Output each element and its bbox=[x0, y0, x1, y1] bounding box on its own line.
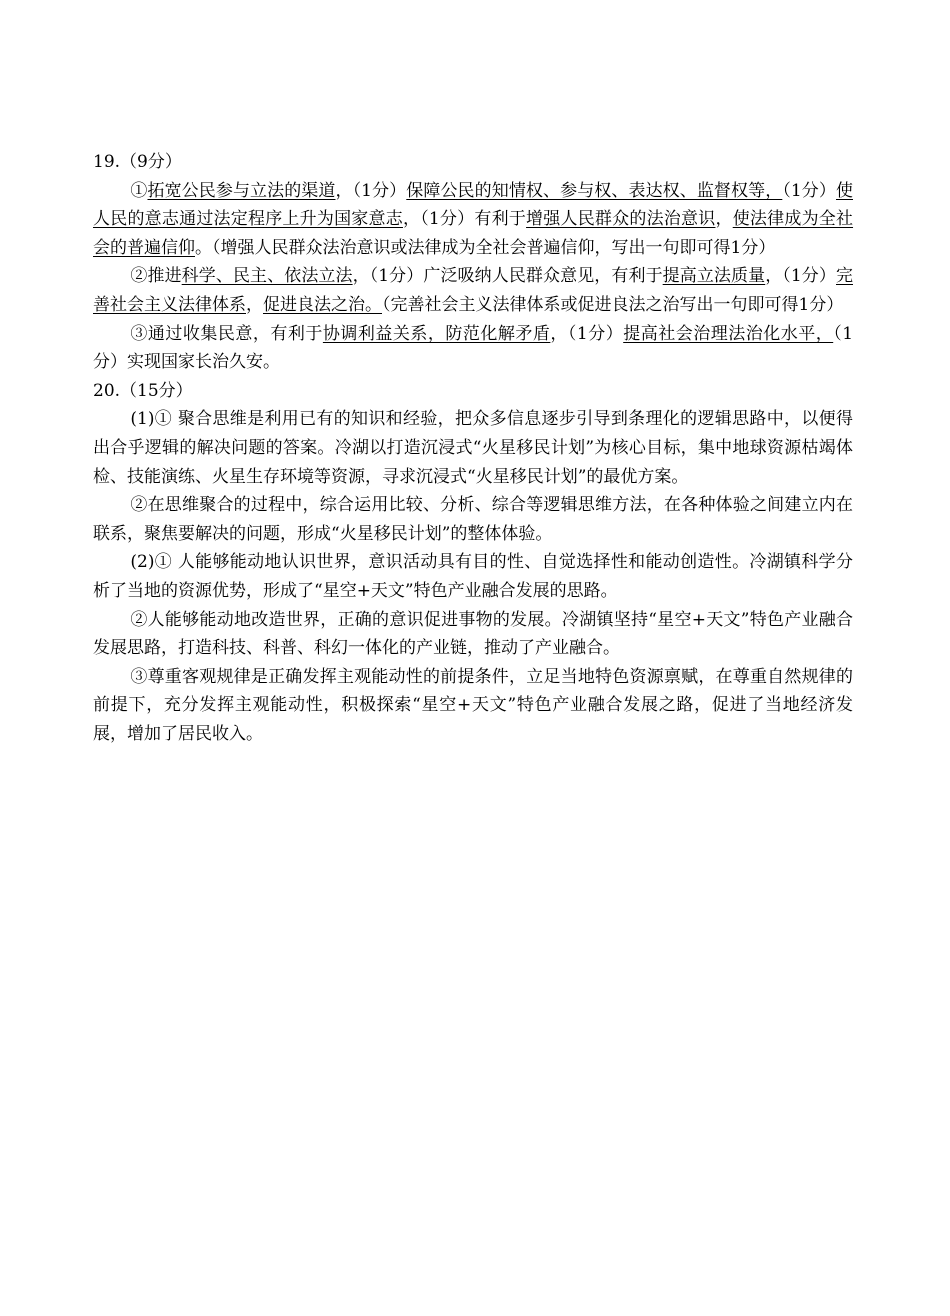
q19-point-3 bbox=[93, 320, 853, 377]
q19-p2-text-2: ，（1分）广泛吸纳人民群众意见，有利于 bbox=[352, 266, 663, 287]
answer-content bbox=[93, 148, 853, 748]
q19-p2-key-4: 促进良法之治。 bbox=[263, 294, 382, 315]
q20-answer-1-2: ②在思维聚合的过程中，综合运用比较、分析、综合等逻辑思维方法，在各种体验之间建立内在联系，聚焦要解决的问题，形成“火星移民计划”的整体体验。 bbox=[93, 495, 853, 544]
q19-p1-text-5: ， bbox=[715, 209, 733, 230]
q20-answer-2-2: ②人能够能动地改造世界，正确的意识促进事物的发展。冷湖镇坚持“星空+天文”特色产业融合发展思路，打造科技、科普、科幻一体化的产业链，推动了产业融合。 bbox=[93, 609, 853, 659]
q19-p2-text-1: ②推进 bbox=[130, 266, 182, 287]
q19-p2-text-3: ，（1分） bbox=[765, 266, 836, 287]
q19-p3-text-2: ，（1分） bbox=[550, 323, 624, 344]
q19-p1-key-4: 增强人民群众的法治意识 bbox=[526, 209, 716, 230]
q19-p3-key-2: 提高社会治理法治化水平， bbox=[623, 323, 834, 344]
q20-answer-2-3: ③尊重客观规律是正确发挥主观能动性的前提条件，立足当地特色资源禀赋，在尊重自然规律的前提下，充分发挥主观能动性，积极探索“星空+天文”特色产业融合发展之路，促进了当地经济发展，增加了居民收入。 bbox=[93, 666, 853, 744]
q19-heading: 19.（9分） bbox=[93, 152, 182, 172]
q19-p2-key-2: 提高立法质量 bbox=[662, 266, 766, 287]
q19-p2-text-4: ， bbox=[246, 294, 263, 315]
q19-point-1 bbox=[93, 177, 853, 263]
q19-p1-key-2: 保障公民的知情权、参与权、表达权、监督权等， bbox=[406, 180, 783, 201]
q19-p1-key-3: 使人民的意志通过法定程序上升为国家意志 bbox=[93, 180, 853, 230]
q19-p2-key-1: 科学、民主、依法立法 bbox=[181, 266, 353, 287]
q19-p1-key-1: 拓宽公民参与立法的渠道 bbox=[147, 180, 336, 201]
q20-heading: 20.（15分） bbox=[93, 380, 193, 401]
q20-answer-2-1: (2)① 人能够能动地认识世界，意识活动具有目的性、自觉选择性和能动创造性。冷湖镇科学分析了当地的资源优势，形成了“星空+天文”特色产业融合发展的思路。 bbox=[93, 552, 853, 601]
q19-p2-text-5: （完善社会主义法律体系或促进良法之治写出一句即可得1分） bbox=[382, 294, 844, 315]
q19-p1-text-2: ，（1分） bbox=[335, 180, 407, 201]
q19-p1-key-5: 使法律成为全社会的普遍信仰 bbox=[93, 209, 854, 258]
q19-p1-text-3: （1分） bbox=[782, 180, 836, 201]
q19-p1-text-4: ，（1分）有利于 bbox=[402, 209, 527, 230]
q19-p3-text-1: ③通过收集民意，有利于 bbox=[130, 323, 323, 344]
q20-answer-1-1: (1)① 聚合思维是利用已有的知识和经验，把众多信息逐步引导到条理化的逻辑思路中，以便得出合乎逻辑的解决问题的答案。冷湖以打造沉浸式“火星移民计划”为核心目标，集中地球资源枯竭体检、技能演练、火星生存环境等资源，寻求沉浸式“火星移民计划”的最优方案。 bbox=[93, 409, 853, 487]
q19-p1-text-6: 。（增强人民群众法治意识或法律成为全社会普遍信仰，写出一句即可得1分） bbox=[195, 237, 776, 258]
q19-point-2 bbox=[93, 262, 853, 319]
q19-p1-text-1: ① bbox=[130, 180, 148, 201]
q19-p2-key-3: 完善社会主义法律体系 bbox=[93, 266, 853, 315]
q19-p3-key-1: 协调利益关系，防范化解矛盾 bbox=[322, 323, 551, 344]
q19-p3-text-3: （1分）实现国家长治久安。 bbox=[93, 323, 854, 373]
